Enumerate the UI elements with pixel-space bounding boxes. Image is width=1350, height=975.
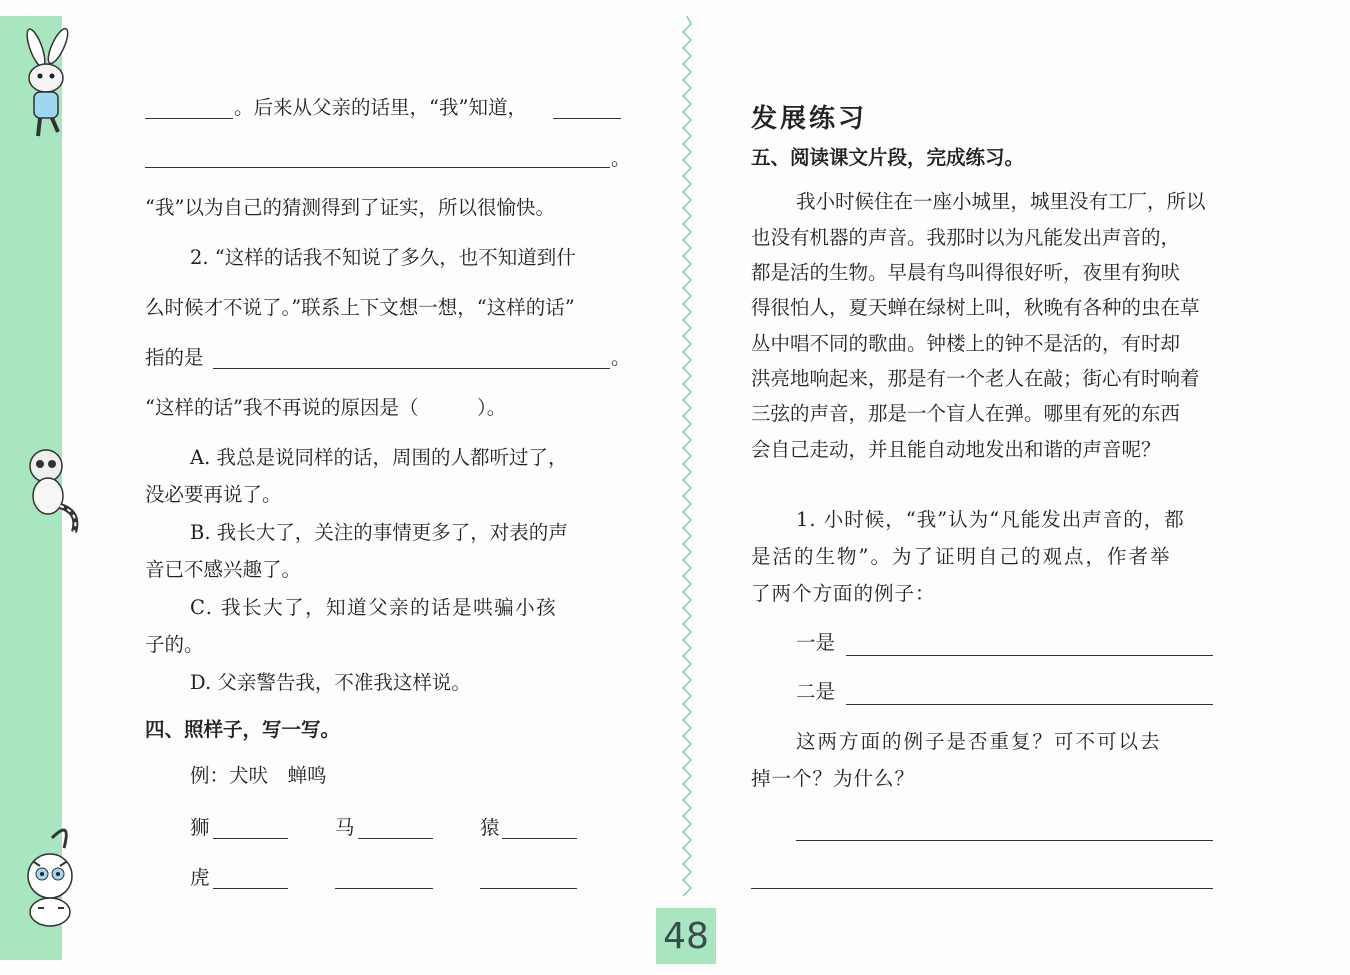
raccoon-mascot-icon <box>14 440 86 540</box>
text-line: 没必要再说了。 <box>145 483 282 506</box>
passage-line: 丛中唱不同的歌曲。钟楼上的钟不是活的，有时却 <box>751 332 1181 355</box>
option-a: A. 我总是说同样的话，周围的人都听过了， <box>190 446 568 469</box>
word-lion: 狮 <box>190 816 210 839</box>
text-line: 么时候才不说了。”联系上下文想一想，“这样的话” <box>145 296 575 319</box>
text-line: 音已不感兴趣了。 <box>145 558 302 581</box>
passage-line: 会自己走动，并且能自动地发出和谐的声音呢？ <box>751 438 1161 461</box>
answer-line[interactable] <box>213 888 288 889</box>
passage-line: 我小时候住在一座小城里，城里没有工厂，所以 <box>796 190 1206 213</box>
answer-line[interactable] <box>846 655 1213 656</box>
text-line: 。 <box>611 346 631 369</box>
question-1b-text: 这两方面的例子是否重复？可不可以去 <box>796 730 1162 753</box>
rabbit-mascot-icon <box>14 26 84 141</box>
answer-line[interactable] <box>213 838 288 839</box>
answer-label-one: 一是 <box>796 631 836 654</box>
passage-line: 也没有机器的声音。我那时以为凡能发出声音的， <box>751 226 1181 249</box>
answer-line[interactable] <box>480 888 577 889</box>
text-line: 指的是 <box>145 346 204 369</box>
passage-line: 三弦的声音，那是一个盲人在弹。哪里有死的东西 <box>751 402 1181 425</box>
answer-line[interactable] <box>335 888 433 889</box>
text-line: 掉一个？为什么？ <box>751 767 916 790</box>
example-text: 例：犬吠 蝉鸣 <box>190 764 327 787</box>
question-2-text: 2. “这样的话我不知说了多久，也不知道到什 <box>190 246 576 269</box>
heading-development-practice: 发展练习 <box>751 104 868 134</box>
section-4-heading: 四、照样子，写一写。 <box>145 718 341 741</box>
passage-line: 洪亮地响起来，那是有一个老人在敲；街心有时响着 <box>751 367 1200 390</box>
answer-line[interactable] <box>213 368 610 369</box>
text-line: 是活的生物”。为了证明自己的观点，作者举 <box>751 545 1172 568</box>
answer-line[interactable] <box>553 118 621 119</box>
answer-line[interactable] <box>796 840 1213 841</box>
word-tiger: 虎 <box>190 866 210 889</box>
question-1-text: 1. 小时候，“我”认为“凡能发出声音的，都 <box>796 508 1185 531</box>
word-horse: 马 <box>335 816 355 839</box>
section-5-heading: 五、阅读课文片段，完成练习。 <box>751 146 1025 169</box>
answer-line[interactable] <box>751 888 1213 889</box>
text-line: 了两个方面的例子： <box>751 582 936 605</box>
word-ape: 猿 <box>480 816 500 839</box>
text-line: “我”以为自己的猜测得到了证实，所以很愉快。 <box>145 196 555 219</box>
answer-label-two: 二是 <box>796 680 836 703</box>
answer-line[interactable] <box>358 838 433 839</box>
option-c: C. 我长大了，知道父亲的话是哄骗小孩 <box>190 596 558 619</box>
text-line: 子的。 <box>145 633 204 656</box>
page-spine <box>676 16 698 896</box>
answer-line[interactable] <box>145 118 233 119</box>
answer-line[interactable] <box>502 838 577 839</box>
option-b: B. 我长大了，关注的事情更多了，对表的声 <box>190 521 568 544</box>
tiger-mascot-icon <box>12 818 88 930</box>
text-line: 。后来从父亲的话里，“我”知道， <box>234 96 527 119</box>
option-d: D. 父亲警告我，不准我这样说。 <box>190 671 471 694</box>
text-line: “这样的话”我不再说的原因是（ ）。 <box>145 396 507 419</box>
page-number: 48 <box>663 916 709 957</box>
answer-line[interactable] <box>846 704 1213 705</box>
text-line: 。 <box>611 147 631 170</box>
passage-line: 得很怕人，夏天蝉在绿树上叫，秋晚有各种的虫在草 <box>751 296 1200 319</box>
passage-line: 都是活的生物。早晨有鸟叫得很好听，夜里有狗吠 <box>751 261 1181 284</box>
answer-line[interactable] <box>145 167 610 168</box>
